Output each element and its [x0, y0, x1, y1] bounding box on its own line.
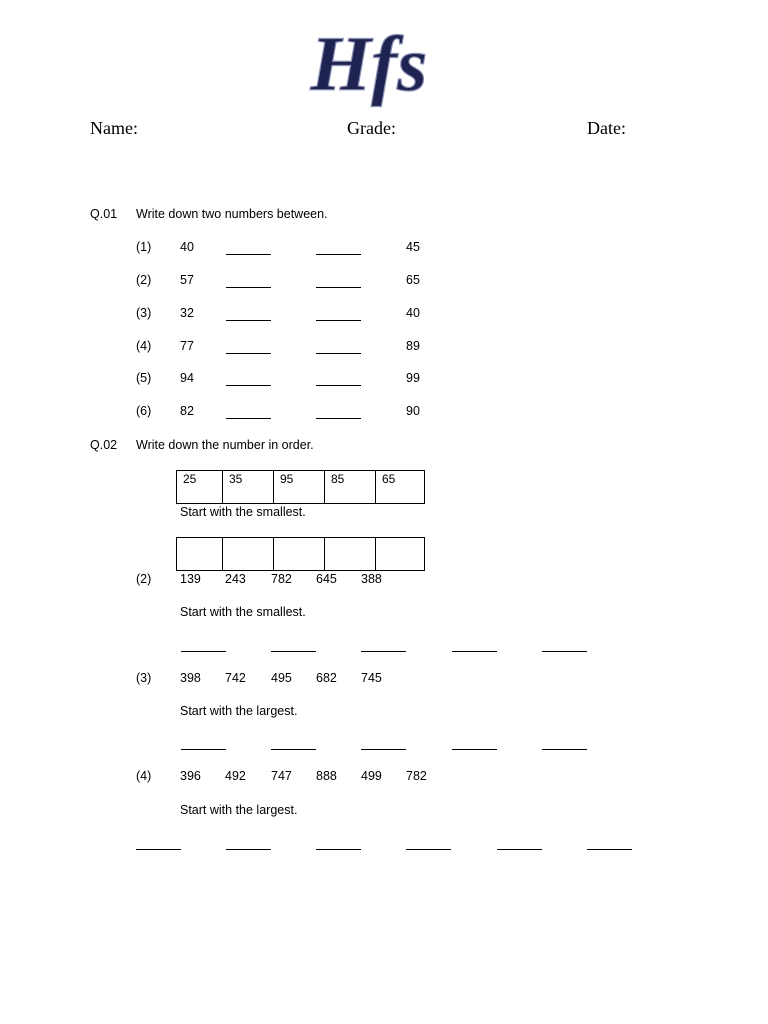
row-label: (2) — [136, 273, 152, 287]
answer-blank[interactable] — [452, 651, 497, 652]
part2-instruction: Start with the smallest. — [180, 605, 306, 619]
answer-blank[interactable] — [316, 254, 361, 255]
part2-value: 388 — [361, 572, 382, 586]
number-cell: 25 — [183, 472, 197, 486]
answer-blank[interactable] — [316, 418, 361, 419]
q2-prompt: Write down the number in order. — [136, 438, 314, 452]
answer-blank[interactable] — [542, 749, 587, 750]
row-label: (4) — [136, 339, 152, 353]
answer-blank[interactable] — [587, 849, 632, 850]
part4-value: 499 — [361, 769, 382, 783]
part1-instruction: Start with the smallest. — [180, 505, 306, 519]
answer-blank[interactable] — [226, 320, 271, 321]
answer-blank[interactable] — [542, 651, 587, 652]
answer-cell[interactable] — [222, 538, 273, 570]
row-start: 82 — [180, 404, 194, 418]
part4-value: 396 — [180, 769, 201, 783]
part3-value: 742 — [225, 671, 246, 685]
part3-label: (3) — [136, 671, 152, 685]
row-start: 94 — [180, 371, 194, 385]
part4-value: 888 — [316, 769, 337, 783]
row-label: (1) — [136, 240, 152, 254]
row-start: 57 — [180, 273, 194, 287]
row-end: 45 — [406, 240, 420, 254]
answer-blank[interactable] — [181, 651, 226, 652]
q2-number: Q.02 — [90, 438, 118, 452]
answer-blank[interactable] — [226, 287, 271, 288]
q1-number: Q.01 — [90, 207, 118, 221]
row-end: 40 — [406, 306, 420, 320]
answer-blank[interactable] — [316, 849, 361, 850]
answer-box-row — [176, 537, 425, 571]
part4-value: 492 — [225, 769, 246, 783]
part4-value: 747 — [271, 769, 292, 783]
answer-blank[interactable] — [452, 749, 497, 750]
answer-blank[interactable] — [497, 849, 542, 850]
part2-value: 139 — [180, 572, 201, 586]
answer-blank[interactable] — [226, 254, 271, 255]
number-box-row — [176, 470, 425, 504]
answer-blank[interactable] — [316, 385, 361, 386]
row-start: 32 — [180, 306, 194, 320]
number-cell: 95 — [273, 471, 324, 503]
part4-label: (4) — [136, 769, 152, 783]
part2-label: (2) — [136, 572, 152, 586]
answer-cell[interactable] — [375, 538, 424, 570]
grade-label: Grade: — [347, 118, 396, 138]
q1-prompt: Write down two numbers between. — [136, 207, 328, 221]
answer-blank[interactable] — [226, 385, 271, 386]
answer-blank[interactable] — [136, 849, 181, 850]
row-start: 40 — [180, 240, 194, 254]
answer-blank[interactable] — [226, 849, 271, 850]
answer-blank[interactable] — [226, 418, 271, 419]
row-end: 90 — [406, 404, 420, 418]
answer-blank[interactable] — [271, 749, 316, 750]
part3-value: 398 — [180, 671, 201, 685]
part3-value: 682 — [316, 671, 337, 685]
part4-instruction: Start with the largest. — [180, 803, 298, 817]
school-logo — [310, 18, 428, 110]
date-label: Date: — [587, 118, 626, 138]
number-cell: 65 — [375, 471, 424, 503]
number-cell: 35 — [222, 471, 273, 503]
answer-blank[interactable] — [406, 849, 451, 850]
answer-cell[interactable] — [273, 538, 324, 570]
answer-blank[interactable] — [316, 320, 361, 321]
part2-value: 243 — [225, 572, 246, 586]
row-label: (5) — [136, 371, 152, 385]
answer-blank[interactable] — [271, 651, 316, 652]
answer-cell[interactable] — [177, 538, 222, 570]
part3-value: 745 — [361, 671, 382, 685]
logo-lettering: Hfs — [310, 20, 428, 107]
part2-value: 645 — [316, 572, 337, 586]
part4-value: 782 — [406, 769, 427, 783]
answer-blank[interactable] — [316, 287, 361, 288]
part2-value: 782 — [271, 572, 292, 586]
number-cell: 85 — [324, 471, 375, 503]
row-start: 77 — [180, 339, 194, 353]
part3-value: 495 — [271, 671, 292, 685]
row-end: 99 — [406, 371, 420, 385]
answer-blank[interactable] — [181, 749, 226, 750]
name-label: Name: — [90, 118, 138, 138]
row-label: (3) — [136, 306, 152, 320]
row-label: (6) — [136, 404, 152, 418]
answer-cell[interactable] — [324, 538, 375, 570]
answer-blank[interactable] — [226, 353, 271, 354]
answer-blank[interactable] — [361, 651, 406, 652]
part3-instruction: Start with the largest. — [180, 704, 298, 718]
answer-blank[interactable] — [361, 749, 406, 750]
row-end: 89 — [406, 339, 420, 353]
answer-blank[interactable] — [316, 353, 361, 354]
row-end: 65 — [406, 273, 420, 287]
